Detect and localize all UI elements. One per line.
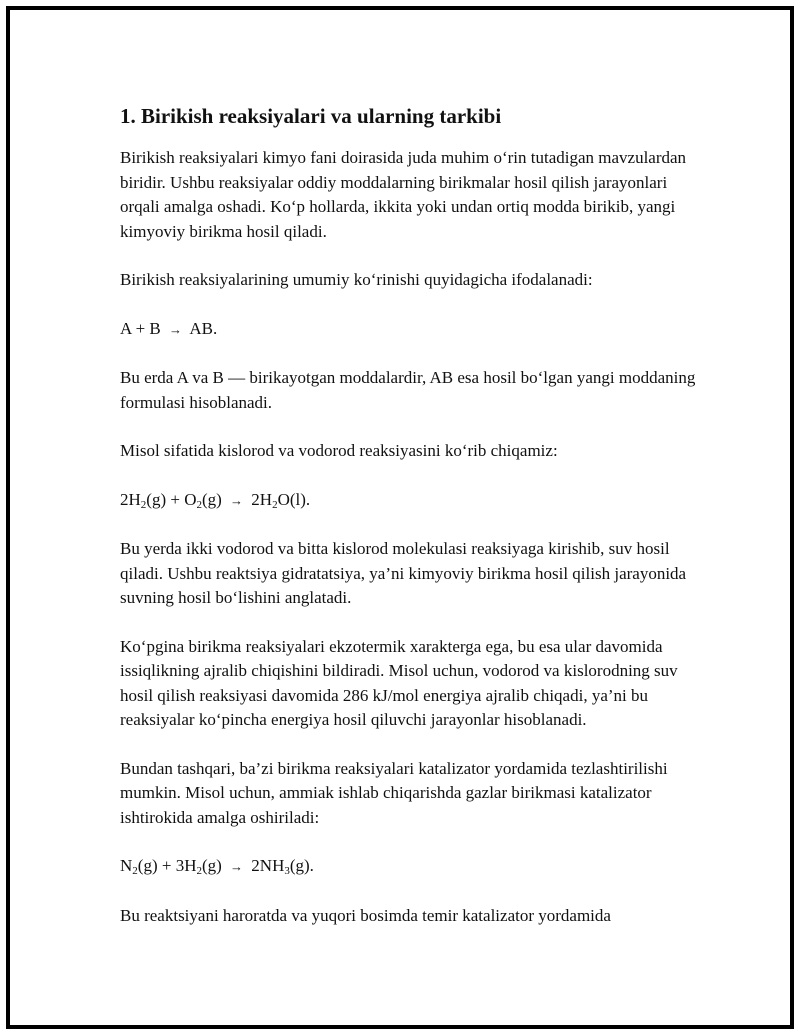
paragraph-exothermic: Ko‘pgina birikma reaksiyalari ekzotermik xarakterga ega, bu esa ular davomida issiqlikning ajralib chiqishini bildiradi. Misol uchun, vodorod va kislorodning suv hosil qilish reaksiyasi davomida 286 kJ/mol energiya ajralib chiqadi, ya’ni bu reaksiyalar ko‘pincha energiya hosil qiluvchi jarayonlar hisoblanadi.: [120, 636, 678, 729]
arrow-icon: →: [169, 321, 183, 337]
eq-ammonia-subscript: 2: [196, 865, 202, 877]
eq-ammonia-part: (g).: [289, 856, 314, 875]
eq-water-subscript: 2: [272, 498, 278, 511]
eq-water-subscript: 2: [140, 498, 147, 511]
eq-water-part: 2H: [120, 489, 141, 509]
section-heading: 1. Birikish reaksiyalari va ularning tarkibi: [120, 104, 502, 128]
eq-ammonia-part: (g): [201, 856, 222, 875]
page-frame: [6, 6, 794, 1029]
eq-ammonia-part: (g) + 3H: [137, 856, 197, 875]
eq-water-part: (g): [201, 489, 222, 509]
document-body: [120, 102, 700, 952]
paragraph-example-intro: Misol sifatida kislorod va vodorod reaksiyasini ko‘rib chiqamiz:: [120, 441, 558, 460]
paragraph-intro: Birikish reaksiyalari kimyo fani doirasida juda muhim o‘rin tutadigan mavzulardan biridir. Ushbu reaksiyalar oddiy moddalarning birikmalar hosil qilish jarayonlari orqali amalga oshadi. Ko‘p hollarda, ikkita yoki undan ortiq modda birikib, yangi kimyoviy birikma hosil qiladi.: [120, 148, 687, 241]
eq-ammonia-part: N: [120, 856, 133, 875]
paragraph-water-explanation: Bu yerda ikki vodorod va bitta kislorod molekulasi reaksiyaga kirishib, suv hosil qiladi. Ushbu reaktsiya gidratatsiya, ya’ni kimyoviy birikma hosil qilish jarayonida suvning hosil bo‘lishini anglatadi.: [120, 539, 687, 607]
eq-water-part: 2H: [251, 489, 273, 509]
equation-general-right: AB.: [189, 318, 218, 338]
equation-water: [120, 488, 700, 514]
eq-water-part: (g) + O: [146, 489, 197, 509]
equation-general: [120, 317, 700, 343]
eq-ammonia-part: 2NH: [251, 856, 285, 875]
paragraph-ammonia-conditions: Bu reaktsiyani haroratda va yuqori bosimda temir katalizator yordamida: [120, 905, 611, 925]
paragraph-explanation: Bu erda A va B — birikayotgan moddalardir, AB esa hosil bo‘lgan yangi moddaning formulasi hisoblanadi.: [120, 368, 696, 412]
eq-ammonia-subscript: 2: [132, 865, 138, 877]
paragraph-general-form: Birikish reaksiyalarining umumiy ko‘rinishi quyidagicha ifodalanadi:: [120, 270, 593, 289]
equation-ammonia: [120, 854, 700, 880]
arrow-icon: →: [230, 859, 244, 874]
eq-water-part: O(l).: [277, 489, 311, 509]
eq-ammonia-subscript: 3: [284, 865, 290, 877]
equation-general-left: A + B: [120, 318, 161, 338]
eq-water-subscript: 2: [196, 498, 202, 511]
paragraph-catalyst: Bundan tashqari, ba’zi birikma reaksiyalari katalizator yordamida tezlashtirilishi mumkin. Misol uchun, ammiak ishlab chiqarishda gazlar birikmasi katalizator ishtirokida amalga oshiriladi:: [120, 758, 668, 827]
arrow-icon: →: [230, 492, 244, 508]
